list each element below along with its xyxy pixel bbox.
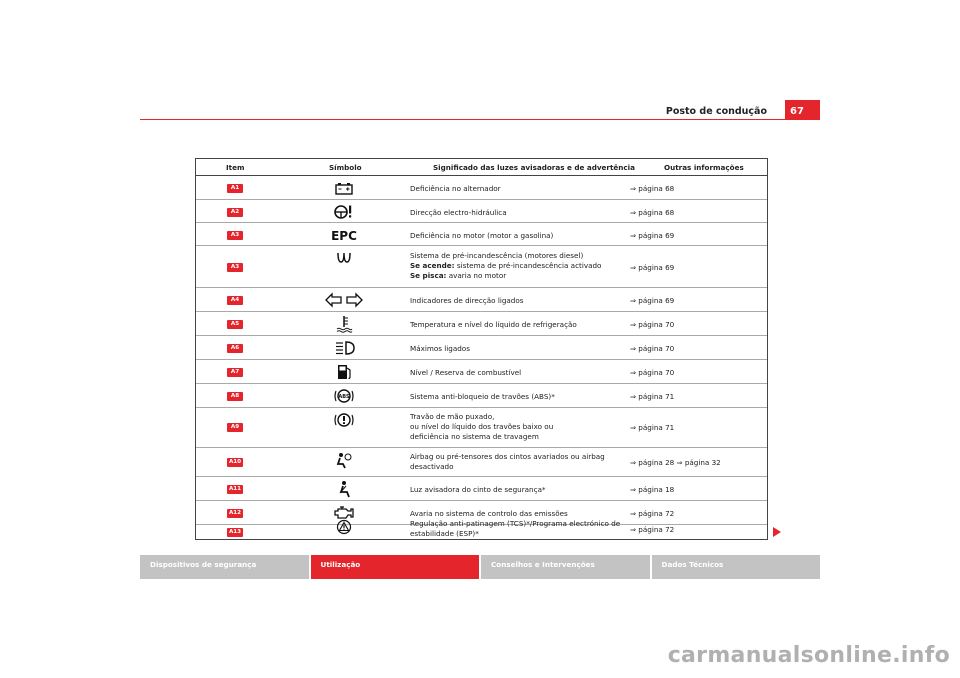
description-line: estabilidade (ESP)* (410, 529, 479, 538)
row-description (410, 452, 630, 472)
row-info: ⇒ página 71 (630, 392, 675, 401)
next-page-arrow-icon[interactable] (773, 527, 781, 537)
header-divider (140, 119, 820, 120)
brake-warning-icon (324, 411, 364, 429)
row-info: ⇒ página 69 (630, 263, 675, 272)
item-badge: A12 (228, 510, 242, 516)
row-description: Direcção electro-hidráulica (410, 208, 507, 217)
table-row (196, 200, 767, 223)
page-title: Posto de condução (665, 106, 767, 117)
description-line: ou nível do líquido dos travões baixo ou (410, 422, 554, 431)
item-badge: A5 (227, 320, 243, 329)
turn-signal-icon (324, 291, 364, 309)
description-line: Airbag ou pré-tensores dos cintos avariados ou airbag (410, 452, 605, 461)
row-info: ⇒ página 18 (630, 485, 675, 494)
row-info: ⇒ página 69 (630, 231, 675, 240)
item-badge: A8 (227, 392, 243, 401)
row-info: ⇒ página 28 ⇒ página 32 (630, 458, 721, 467)
row-info: ⇒ página 68 (630, 184, 675, 193)
row-info: ⇒ página 72 (630, 525, 675, 534)
footer-tab-operation[interactable]: Utilização (311, 555, 480, 579)
abs-icon (324, 387, 364, 405)
warning-lights-table (195, 158, 768, 540)
row-info: ⇒ página 69 (630, 296, 675, 305)
table-row (196, 223, 767, 246)
item-badge: A3 (227, 231, 243, 240)
row-description: Avaria no sistema de controlo das emissões (410, 509, 568, 518)
coolant-temperature-icon (324, 315, 364, 333)
glow-plug-icon (324, 249, 364, 267)
row-info: ⇒ página 68 (630, 208, 675, 217)
row-description: Máximos ligados (410, 344, 470, 353)
column-header-item: Item (226, 163, 245, 172)
table-row (196, 477, 767, 501)
fuel-icon (324, 363, 364, 381)
airbag-icon (324, 451, 364, 469)
table-row (196, 519, 767, 540)
table-row (196, 288, 767, 312)
table-row (196, 360, 767, 384)
text-when-flashing: avaria no motor (446, 271, 507, 280)
row-info: ⇒ página 70 (630, 320, 675, 329)
row-description: Deficiência no alternador (410, 184, 501, 193)
row-info: ⇒ página 70 (630, 368, 675, 377)
row-description: Nível / Reserva de combustível (410, 368, 522, 377)
description-line: deficiência no sistema de travagem (410, 432, 539, 441)
footer-tab-technical-data[interactable]: Dados Técnicos (652, 555, 821, 579)
item-badge: A10 (228, 459, 242, 465)
row-description: Luz avisadora do cinto de segurança* (410, 485, 546, 494)
row-description: Sistema anti-bloqueio de travões (ABS)* (410, 392, 555, 401)
item-badge: A3 (227, 263, 243, 272)
svg-text:ABS: ABS (338, 394, 350, 400)
svg-text:EPC: EPC (331, 229, 357, 243)
description-line: Sistema de pré-incandescência (motores diesel) (410, 251, 584, 260)
item-badge: A2 (227, 208, 243, 217)
table-row (196, 246, 767, 288)
footer-tab-safety[interactable]: Dispositivos de segurança (140, 555, 309, 579)
table-row (196, 336, 767, 360)
traction-control-icon (324, 517, 364, 535)
text-when-lit: sistema de pré-incandescência activado (454, 261, 602, 270)
label-when-lit: Se acende: (410, 261, 455, 270)
description-line: Regulação anti-patinagem (TCS)*/Programa electrónico de (410, 519, 621, 528)
row-info: ⇒ página 72 (630, 509, 675, 518)
description-line (410, 271, 630, 281)
row-description (410, 412, 630, 442)
column-header-meaning: Significado das luzes avisadoras e de advertência (433, 163, 635, 172)
battery-icon (324, 179, 364, 197)
item-badge: A6 (227, 344, 243, 353)
table-row (196, 176, 767, 200)
description-line: desactivado (410, 462, 454, 471)
footer-tab-advice[interactable]: Conselhos e Intervenções (481, 555, 650, 579)
item-badge: A9 (227, 423, 243, 432)
table-row (196, 384, 767, 408)
row-info: ⇒ página 70 (630, 344, 675, 353)
table-header (196, 159, 767, 176)
column-header-symbol: Símbolo (329, 163, 362, 172)
table-row (196, 408, 767, 448)
item-badge: A13 (228, 529, 242, 535)
item-badge: A7 (227, 368, 243, 377)
description-line (410, 261, 630, 271)
watermark: carmanualsonline.info (667, 643, 950, 668)
item-badge: A11 (228, 486, 242, 492)
label-when-flashing: Se pisca: (410, 271, 447, 280)
footer-navigation (140, 555, 820, 579)
item-badge: A4 (227, 296, 243, 305)
row-description (410, 251, 630, 281)
row-info: ⇒ página 71 (630, 423, 675, 432)
high-beam-icon (324, 339, 364, 357)
power-steering-icon (324, 203, 364, 221)
row-description: Deficiência no motor (motor a gasolina) (410, 231, 554, 240)
description-line: Travão de mão puxado, (410, 412, 495, 421)
item-badge: A1 (227, 184, 243, 193)
table-row (196, 312, 767, 336)
row-description: Temperatura e nível do líquido de refrigeração (410, 320, 577, 329)
column-header-info: Outras informações (664, 163, 744, 172)
epc-icon (324, 226, 364, 244)
page-number-badge: 67 (785, 100, 820, 120)
table-row (196, 448, 767, 477)
row-description: Indicadores de direcção ligados (410, 296, 524, 305)
seatbelt-icon (324, 480, 364, 498)
row-description (410, 519, 630, 539)
